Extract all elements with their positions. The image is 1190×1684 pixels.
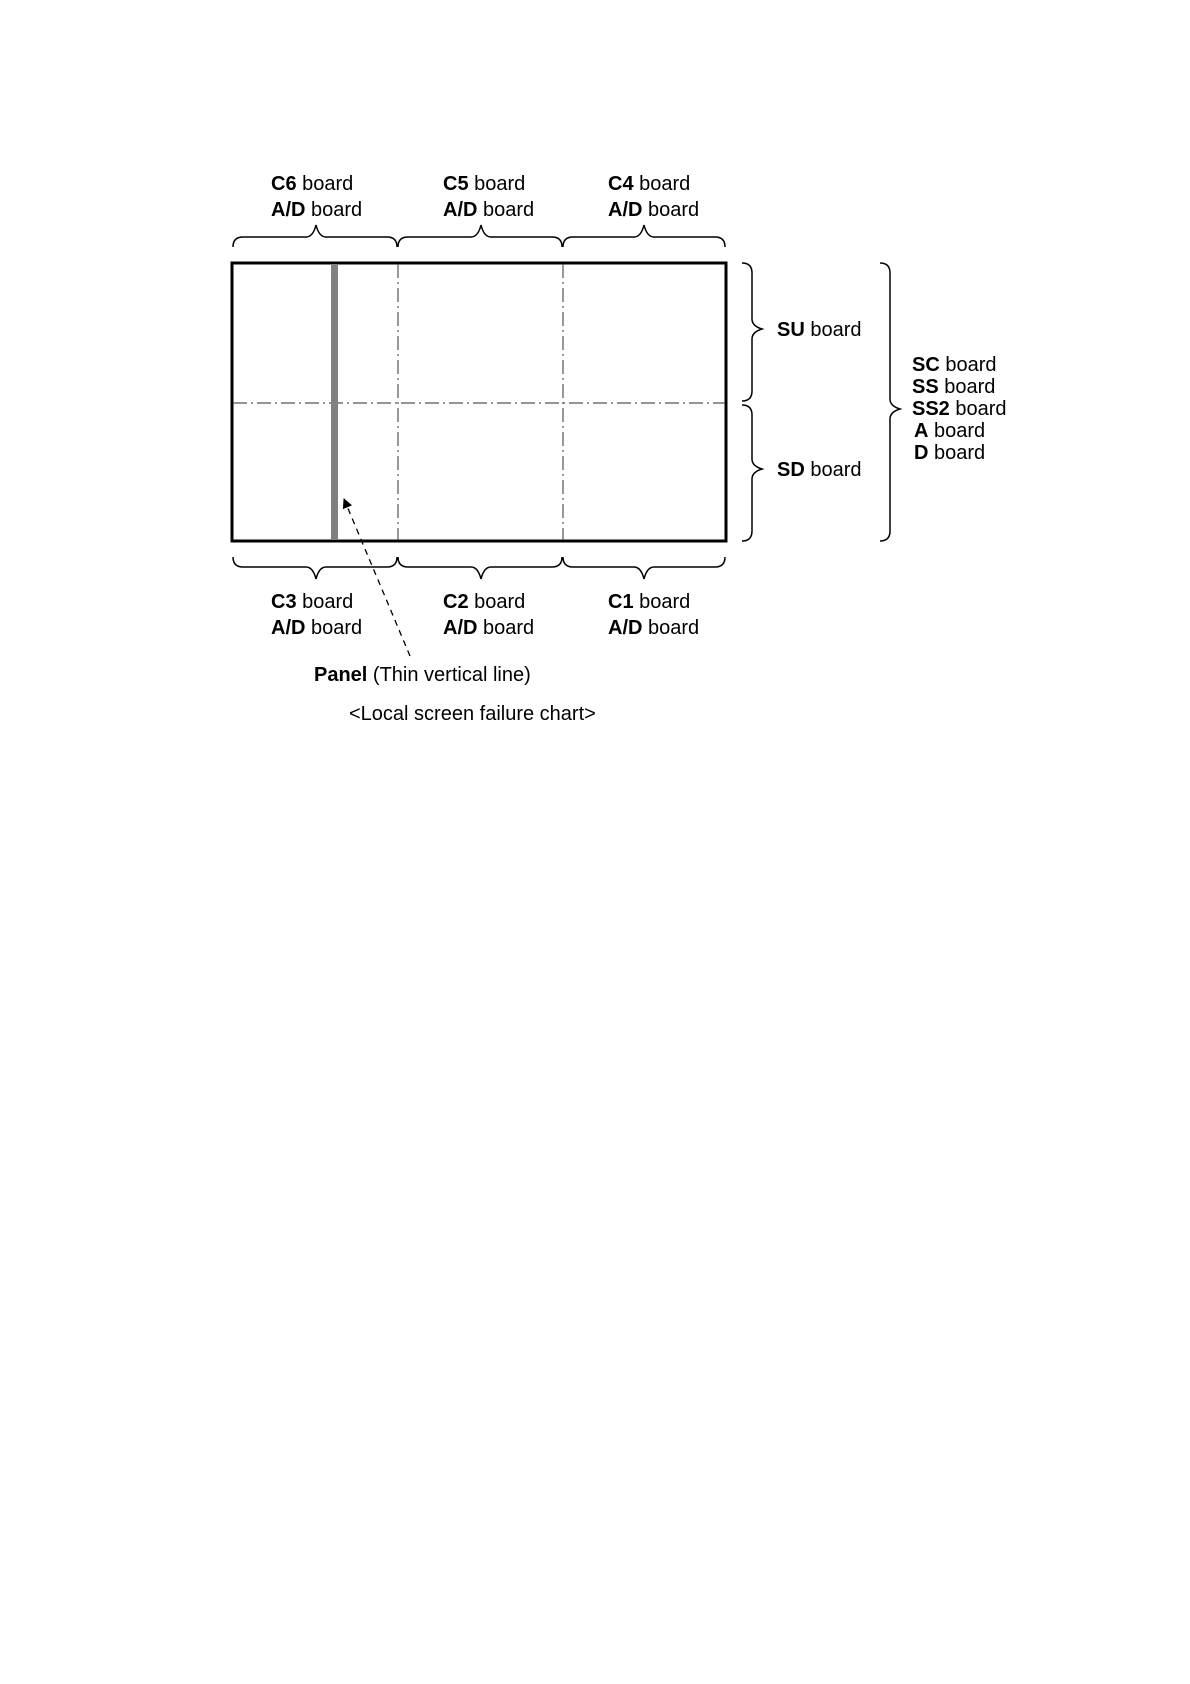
brace-right-sd	[742, 405, 762, 541]
label-top-c5-ad: A/D board	[443, 199, 535, 221]
label-ss2-board: SS2 board	[912, 398, 1007, 420]
label-a-board: A board	[914, 420, 986, 442]
label-ss-board: SS board	[912, 376, 996, 398]
label-top-c4-ad: A/D board	[608, 199, 700, 221]
label-bottom-c1-ad: A/D board	[608, 617, 700, 639]
brace-top-c4	[563, 225, 725, 247]
brace-far-right	[880, 263, 900, 541]
label-top-c6: C6 board	[271, 173, 354, 195]
label-bottom-c1: C1 board	[608, 591, 691, 613]
label-top-c6-ad: A/D board	[271, 199, 363, 221]
label-sd-board: SD board	[777, 459, 862, 481]
label-bottom-c3-ad: A/D board	[271, 617, 363, 639]
label-top-c4: C4 board	[608, 173, 691, 195]
screen-frame	[232, 263, 726, 541]
diagram-caption: <Local screen failure chart>	[349, 703, 596, 725]
label-d-board: D board	[914, 442, 986, 464]
brace-bottom-c3	[233, 557, 397, 579]
brace-top-c5	[398, 225, 562, 247]
brace-bottom-c2	[398, 557, 562, 579]
label-bottom-c3: C3 board	[271, 591, 354, 613]
label-su-board: SU board	[777, 319, 862, 341]
label-bottom-c2: C2 board	[443, 591, 526, 613]
label-panel-callout: Panel (Thin vertical line)	[314, 664, 531, 686]
brace-top-c6	[233, 225, 397, 247]
label-top-c5: C5 board	[443, 173, 526, 195]
label-sc-board: SC board	[912, 354, 997, 376]
label-bottom-c2-ad: A/D board	[443, 617, 535, 639]
brace-bottom-c1	[563, 557, 725, 579]
panel-fault-line	[331, 264, 338, 540]
brace-right-su	[742, 263, 762, 401]
